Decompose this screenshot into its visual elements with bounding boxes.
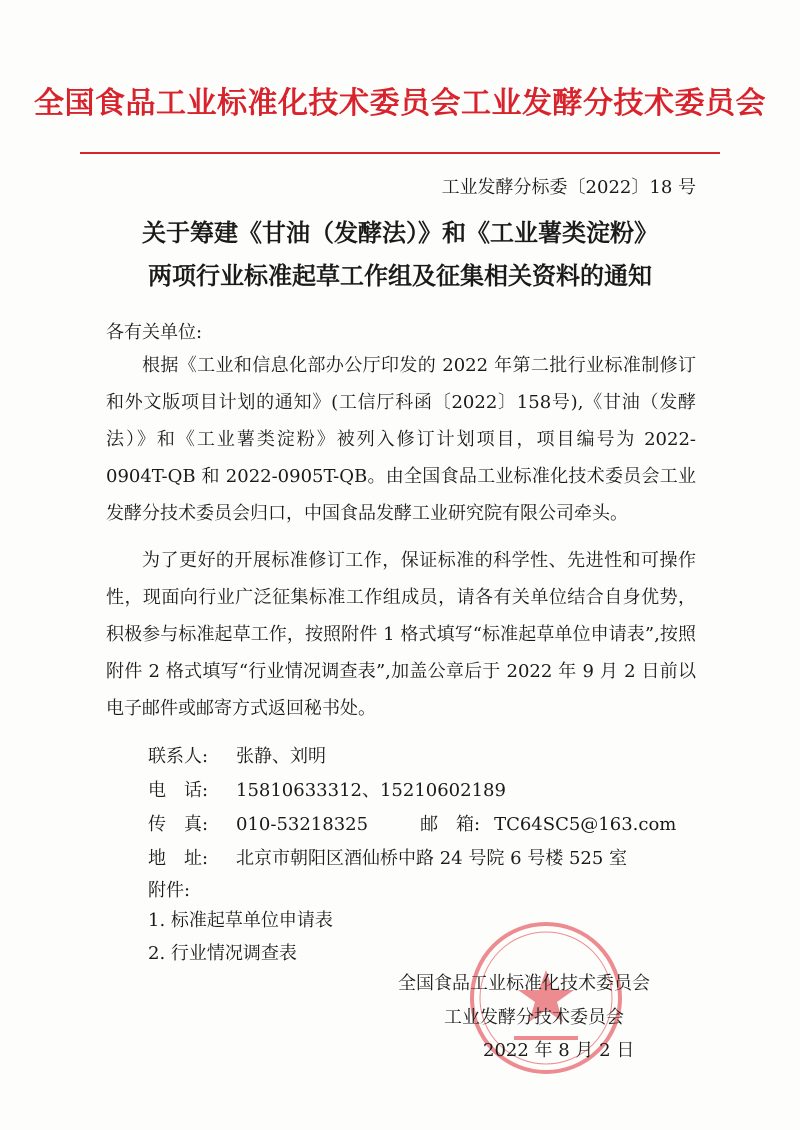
contact-address-label: 地 址: [148, 848, 209, 869]
contact-fax-row [148, 810, 676, 836]
contact-person-value: 张静、刘明 [236, 746, 326, 767]
signature-org-line-2: 工业发酵分技术委员会 [444, 1007, 624, 1028]
signature-date: 2022 年 8 月 2 日 [483, 1040, 635, 1061]
attachment-item-2: 2. 行业情况调查表 [148, 943, 297, 964]
contact-address-row [148, 844, 627, 870]
signature-org-line-1: 全国食品工业标准化技术委员会 [398, 973, 650, 994]
document-number: 工业发酵分标委〔2022〕18 号 [441, 177, 696, 198]
attachment-item-1: 1. 标准起草单位申请表 [148, 910, 333, 931]
document-title-line-2: 两项行业标准起草工作组及征集相关资料的通知 [148, 262, 652, 290]
contact-phone-row [148, 776, 506, 802]
contact-address-value: 北京市朝阳区酒仙桥中路 24 号院 6 号楼 525 室 [236, 848, 628, 869]
header-divider [80, 152, 720, 154]
salutation: 各有关单位: [106, 322, 203, 343]
contact-phone-label: 电 话: [148, 780, 209, 801]
document-title-line-1: 关于筹建《甘油（发酵法）》和《工业薯类淀粉》 [142, 219, 658, 247]
header-org-name: 全国食品工业标准化技术委员会工业发酵分技术委员会 [34, 86, 766, 121]
contact-person-label: 联系人: [148, 746, 209, 767]
attachments-heading: 附件: [148, 880, 191, 901]
contact-phone-value: 15810633312、15210602189 [236, 780, 506, 801]
contact-email-label: 邮 箱: [420, 814, 481, 835]
contact-person-row [148, 742, 326, 768]
body-paragraph-1: 根据《工业和信息化部办公厅印发的 2022 年第二批行业标准制修订和外文版项目计划的通知》(工信厅科函〔2022〕158号),《甘油（发酵法）》和《工业薯类淀粉》被列入修订计划项目，项目编号为 2022-0904T-QB 和 2022-0905T-QB。由全国食品工业标准化技术委员会工业发酵分技术委员会归口，中国食品发酵工业研究院有限公司牵头。 [106, 355, 696, 524]
contact-email-value: TC64SC5@163.com [494, 814, 677, 835]
contact-fax-label: 传 真: [148, 814, 209, 835]
body-paragraph-2: 为了更好的开展标准修订工作，保证标准的科学性、先进性和可操作性，现面向行业广泛征集标准工作组成员，请各有关单位结合自身优势，积极参与标准起草工作，按照附件 1 格式填写“标准起草单位申请表”,按照附件 2 格式填写“行业情况调查表”,加盖公章后于 2022 年 9 月 2 日前以电子邮件或邮寄方式返回秘书处。 [106, 550, 696, 719]
contact-fax-value: 010-53218325 [236, 814, 369, 835]
